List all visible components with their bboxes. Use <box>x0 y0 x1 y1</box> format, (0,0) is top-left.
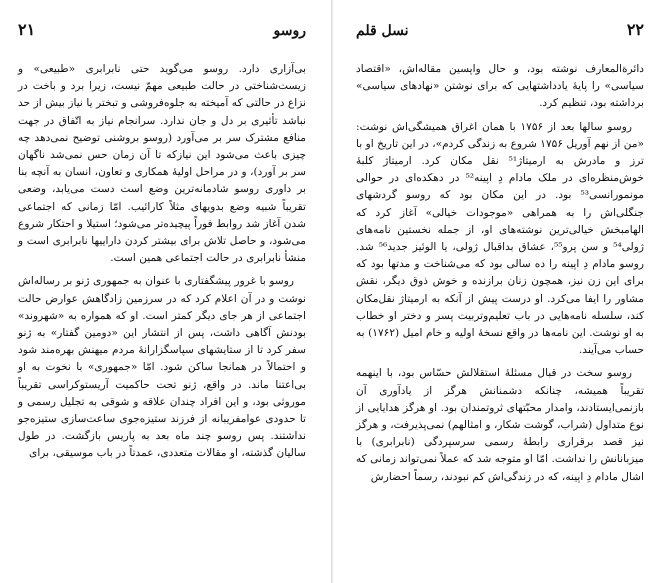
running-head: روسو <box>273 23 306 39</box>
paragraph: روسو سخت در قبال مسئلهٔ استقلالش حسّاس بود، با اینهمه تقریباً همیشه، چنانکه دشمنانش هرگز از یادآوری آن بازنمی‌ایستادند، وامدار محبّتهای ثروتمندان بود. او هرگز هدایایی از نوع متداول (شراب، گوشت شکار، و امثالهم) نمی‌پذیرفت، و هرگز نیز قصد برقراری رابطهٔ رسمی سرسپردگی (نابرابری) با میزبانانش را نداشت. امّا او متوجه شد که عملاً نمی‌تواند زمانی که اشال مادام دِ اپینه، که در زندگی‌اش کم نبودند، رسماً احضارش <box>356 367 644 483</box>
running-head: نسل قلم <box>356 23 409 39</box>
page-number: ۲۱ <box>18 20 36 39</box>
paragraph: روسو سالها بعد از ۱۷۵۶ با همان اغراق همیشگی‌اش نوشت: «من از نهم آوریل ۱۷۵۶ شروع به زندگی کردم»، در این تاریخ او با ترز و مادرش به ارمیتاژ⁵¹ نقل مکان کرد. ارمیتاژ کلبهٔ خوش‌منظره‌ای در ملک مادام دِ اپینه⁵² در دهکده‌ای در حوالی مونمورانسی⁵³ بود. در این مکان بود که روسو گردشهای جنگلی‌اش را به همراهی «موجودات خیالی» آغاز کرد که الهامبخش خیالی‌ترین نوشته‌های او، از جمله نخستین نامه‌های ژولی⁵⁴ و سن پرو⁵⁵، عشاق بداقبال ژولی، یا الوئیز جدید⁵⁶ شد. روسو مادام دِ اپینه را ده سالی بود که می‌شناخت و مدتها بود که برای این زن نیز، همچون زنان برازنده و خوش ذوق دیگر، نقش مشاور را ایفا می‌کرد. او درست پیش از آنکه به ارمیتاژ نقل‌مکان کند، سلسله نامه‌هایی در باب تعلیم‌وتربیت پسر و دختر او خطاب به او نوشت. این نامه‌ها در واقع نسخهٔ اولیه و خام امیل (۱۷۶۲) به حساب می‌آیند. <box>356 120 645 357</box>
paragraph: بی‌آزاری دارد. روسو می‌گوید حتی نابرابری «طبیعی» و زیست‌شناختی در حالت طبیعی مهمّ نیست، زیرا برد و باخت در نزاع در حالتی که آمیخته به جلوه‌فروشی و تبختر یا نیاز بیش از حد نباشد تأثیری بر دل و جان ندارد. سرانجام نیاز به اتّفاق در جهت منافع مشترک سر بر می‌آورد (روسو بروشنی توضیح نمی‌دهد چه چیزی باعث می‌شود این نیازکه تا آن زمان حس نمی‌شد ناگهان سر بر آورد)، و در مراحل اولیهٔ همکاری و تعاون، انسان به آنچه بنا بر داوری روسو شادمانه‌ترین وضع است دست می‌یابد، وضعی تقریباً شبیه وضع بدویهای مثلاً کارائیب. امّا زمانی که اجتماعی شدن آغاز شد روابط فوراً پیچیده‌تر می‌شود؛ استیلا و احتکار شروع می‌شود، و حاصل تلاش برای بیشتر کردن داراییها نابرابری است و منشأ نابرابری در حالت اجتماعی همین است. <box>18 63 306 265</box>
paragraph: روسو با غرور پیشگفتاری با عنوان به جمهوری ژنو بر رساله‌اش نوشت و در آن اعلام کرد که در سرزمین زادگاهش عوارض حالت اجتماعی از هر جای دیگر کمتر است. او که همواره به «شهروند» بودنش آگاهی داشت، پس از انتشار این «دومین گفتار» به ژنو سفر کرد تا از ستایشهای سپاسگزارانهٔ مردم میهنش بهره‌مند شود و احتمالاً در همانجا ساکن شود. امّا «جمهوری» با نخوت به او بی‌اعتنا ماند. در واقع، ژنو تحت حاکمیت آریستوکراسی تقریباً موروثی بود، و این افراد چندان علاقه و شوقی به تجلیل رسمی و تا حدودی عوامفریبانه از فرزند ستیزه‌جوی ساعت‌سازی ستیزه‌جو نداشتند. پس روسو چند ماه بعد به پاریس بازگشت. در طول سالیان گذشته، او مقالات متعددی، عمدتاً در باب موسیقی، برای <box>18 275 306 460</box>
page-number: ۲۲ <box>626 20 644 39</box>
right-page <box>332 0 664 583</box>
left-page-header <box>18 20 306 39</box>
right-page-header <box>356 20 644 39</box>
paragraph: دائرةالمعارف نوشته بود، و حال واپسین مقاله‌اش، «اقتصاد سیاسی» را پایهٔ یادداشتهایی که برای نوشتن «نهادهای سیاسی» برداشته بود، تنظیم کرد. <box>356 63 644 110</box>
